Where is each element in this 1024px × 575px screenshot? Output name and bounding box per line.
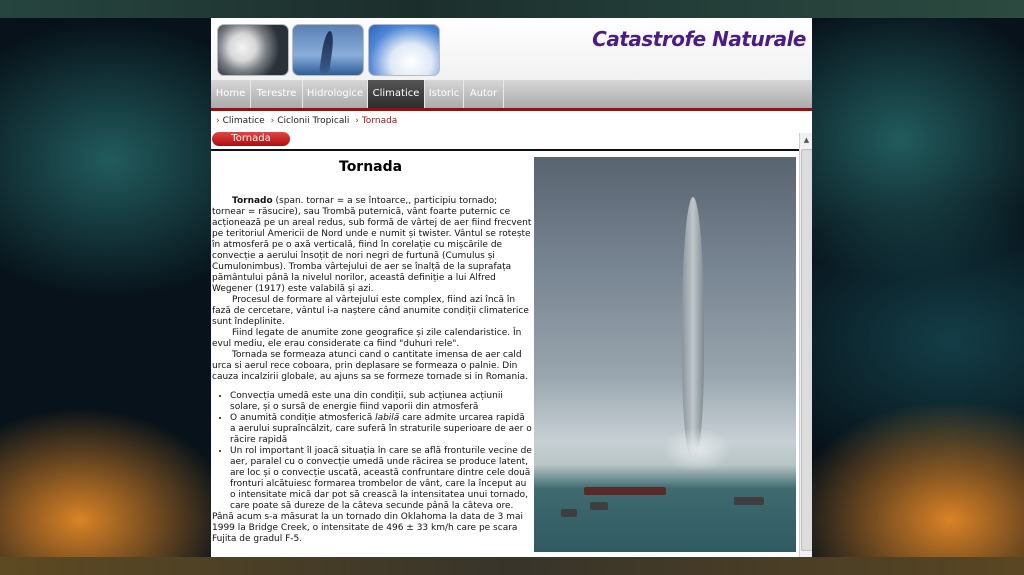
nav-item-istoric[interactable]: Istoric: [425, 80, 464, 108]
paragraph-5: Până acum s-a măsurat la un tornado din Oklahoma la data de 3 mai 1999 la Bridge Creek, o intensitate de 496 ± 33 km/h care pe scara Fujita de gradul F-5.: [212, 512, 523, 544]
breadcrumb: [213, 116, 397, 126]
intro-term: Tornado: [232, 196, 273, 206]
breadcrumb-link-climatice[interactable]: Climatice: [222, 116, 265, 126]
boat-shape: [561, 509, 577, 517]
tornado-thumbnail[interactable]: [292, 24, 364, 76]
boat-shape: [590, 502, 608, 510]
article-title: Tornada: [339, 159, 403, 175]
paragraph-2: Procesul de formare al vârtejului este complex, fiind azi încă în fază de cercetare, vântul i-a naștere când anumite condiții climaterice sunt îndeplinite.: [212, 295, 529, 327]
page-scrollbar[interactable]: [799, 133, 812, 557]
clouds-thumbnail[interactable]: [368, 24, 440, 76]
background-bottom-strip: [0, 557, 1024, 575]
nav-item-climatice[interactable]: Climatice: [368, 80, 425, 108]
article-content: [211, 149, 799, 557]
section-label: Tornada: [212, 132, 290, 146]
main-nav: [211, 80, 812, 111]
breadcrumb-arrow-icon: ›: [355, 116, 359, 126]
background-top-strip: [0, 0, 1024, 18]
article-text: [212, 196, 532, 545]
breadcrumb-arrow-icon: ›: [216, 116, 220, 126]
list-item: [230, 413, 532, 446]
paragraph-3: Fiind legate de anumite zone geografice și zile calendaristice. În evul mediu, ele erau considerate ca fiind "duhuri rele".: [212, 328, 522, 349]
breadcrumb-arrow-icon: ›: [270, 116, 275, 126]
hurricane-thumbnail[interactable]: [217, 24, 289, 76]
breadcrumb-current: Tornada: [361, 116, 398, 126]
intro-text: (span. tornar = a se întoarce,, participiu tornado; tornear = răsucire), sau Trombă puternică, vânt foarte puternic ce acționează pe un areal redus, sub formă de vârtej de aer fiind frecvent pe teritoriul Americii de Nord unde e numit și twister. Vântul se rotește în atmosferă pe o axă verticală, fiind în corelație cu mișcările de convecție a aerului însoțit de nori negri de furtună (Cumulus și Cumulonimbus). Tromba vârtejului de aer se înalță de la suprafața pământului până la nivelul norilor, această definiție a lui Alfred Wegener (1917) este valabilă și azi.: [212, 196, 532, 294]
list-item: • Convecția umedă este una din condiții, sub acțiunea acțiunii solare, și o sursă de energie fiind vaporii din atmosferă: [230, 391, 532, 413]
paragraph-4: Tornada se formeaza atunci cand o cantitate imensa de aer cald urca si aerul rece coboara, prin deplasare se formeaza o palnie. Din cauza incalzirii globale, au ajuns sa se formeze tornade si in Romania.: [212, 350, 529, 382]
page-container: [211, 18, 812, 557]
boat-shape: [734, 497, 764, 505]
ship-shape: [584, 487, 666, 495]
intro-paragraph: [212, 196, 532, 295]
breadcrumb-link-cicloni[interactable]: Ciclonii Tropicali: [277, 116, 350, 126]
scrollbar-thumb[interactable]: [801, 149, 812, 551]
scroll-up-arrow-icon[interactable]: ▲: [803, 136, 810, 144]
list-item-text: O anumită condiție atmosferică: [230, 413, 376, 423]
list-item: • Un rol important îl joacă situația în care se află fronturile vecine de aer, paralel cu o convecție umedă unde răcirea se produce latent, are loc și o convecție uscată, această confruntare dintre cele două fronturi alcătuiesc formarea trombelor de vânt, care la început au o intensitate mică dar pot să crească la intensitatea unui tornado, care poate să dureze de la câteva secunde până la câteva ore.: [230, 446, 532, 512]
list-item-text: care admite urcarea rapidă a aerului supraîncălzit, care suferă în straturile superioare de aer o răcire rapidă: [230, 413, 532, 445]
conditions-list: [212, 391, 532, 512]
nav-item-autor[interactable]: Autor: [464, 80, 504, 108]
site-title: Catastrofe Naturale: [592, 27, 806, 51]
water-spray-shape: [662, 427, 732, 472]
nav-item-home[interactable]: Home: [211, 80, 251, 108]
tornado-funnel-shape: [682, 197, 704, 457]
list-item-emphasis: labilă: [375, 413, 400, 423]
tornado-photo: [534, 157, 796, 552]
nav-item-terestre[interactable]: Terestre: [251, 80, 303, 108]
site-header: [211, 18, 812, 80]
nav-item-hidrologice[interactable]: Hidrologice: [303, 80, 368, 108]
